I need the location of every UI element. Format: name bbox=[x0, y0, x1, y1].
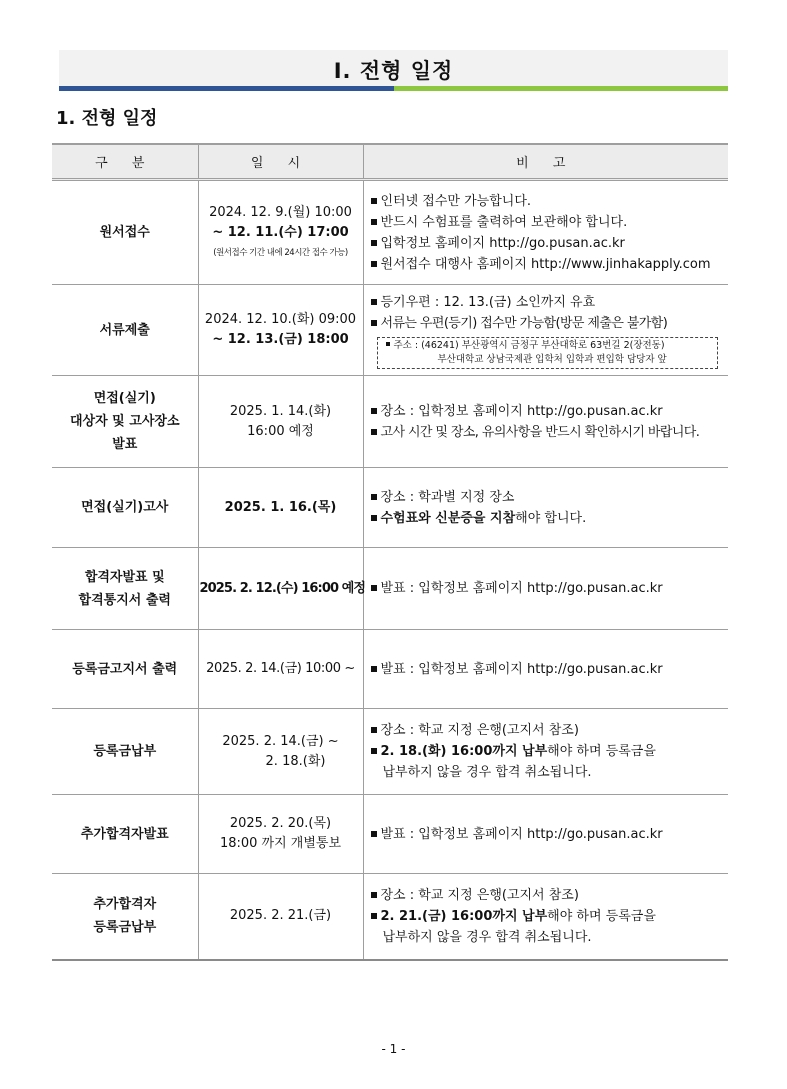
row-date: 2025. 1. 14.(화) 16:00 예정 bbox=[198, 376, 363, 468]
bullet-icon bbox=[371, 198, 377, 204]
row-date: 2025. 1. 16.(목) bbox=[198, 468, 363, 548]
bullet-icon bbox=[371, 666, 377, 672]
bullet-icon bbox=[371, 320, 377, 326]
bullet-icon bbox=[371, 515, 377, 521]
row-date: 2025. 2. 12.(수) 16:00 예정 bbox=[198, 548, 363, 630]
row-date: 2024. 12. 9.(월) 10:00 ~ 12. 11.(수) 17:00 (원서접수 기간 내에 24시간 접수 가능) bbox=[198, 180, 363, 285]
row-date: 2025. 2. 20.(목) 18:00 까지 개별통보 bbox=[198, 795, 363, 874]
bullet-icon bbox=[371, 727, 377, 733]
table-row bbox=[52, 180, 728, 285]
bullet-icon bbox=[371, 892, 377, 898]
bullet-icon bbox=[371, 585, 377, 591]
bullet-icon bbox=[371, 429, 377, 435]
bullet-icon bbox=[371, 494, 377, 500]
bullet-icon bbox=[371, 299, 377, 305]
header-category: 구 분 bbox=[52, 144, 198, 180]
title-underline-blue bbox=[59, 86, 394, 91]
table-row bbox=[52, 874, 728, 960]
bullet-icon bbox=[371, 240, 377, 246]
row-category: 면접(실기)고사 bbox=[52, 468, 198, 548]
bullet-icon bbox=[371, 748, 377, 754]
bullet-icon bbox=[371, 913, 377, 919]
table-row bbox=[52, 468, 728, 548]
row-date: 2025. 2. 21.(금) bbox=[198, 874, 363, 960]
row-date: 2024. 12. 10.(화) 09:00 ~ 12. 13.(금) 18:00 bbox=[198, 285, 363, 376]
row-notes: 장소 : 학교 지정 은행(고지서 참조) 2. 21.(금) 16:00까지 납부해야 하며 등록금을 납부하지 않을 경우 합격 취소됩니다. bbox=[363, 874, 728, 960]
row-notes: 발표 : 입학정보 홈페이지 http://go.pusan.ac.kr bbox=[363, 630, 728, 709]
bullet-icon bbox=[371, 408, 377, 414]
header-notes: 비 고 bbox=[363, 144, 728, 180]
bullet-icon bbox=[371, 831, 377, 837]
row-category: 추가합격자 등록금납부 bbox=[52, 874, 198, 960]
table-row bbox=[52, 709, 728, 795]
table-row bbox=[52, 285, 728, 376]
row-category: 원서접수 bbox=[52, 180, 198, 285]
table-row bbox=[52, 376, 728, 468]
row-category: 합격자발표 및 합격통지서 출력 bbox=[52, 548, 198, 630]
row-notes: 인터넷 접수만 가능합니다. 반드시 수험표를 출력하여 보관해야 합니다. 입학정보 홈페이지 http://go.pusan.ac.kr 원서접수 대행사 홈페이지 http://www.jinhakapply.com bbox=[363, 180, 728, 285]
row-notes: 장소 : 입학정보 홈페이지 http://go.pusan.ac.kr 고사 시간 및 장소, 유의사항을 반드시 확인하시기 바랍니다. bbox=[363, 376, 728, 468]
row-notes: 장소 : 학교 지정 은행(고지서 참조) 2. 18.(화) 16:00까지 납부해야 하며 등록금을 납부하지 않을 경우 합격 취소됩니다. bbox=[363, 709, 728, 795]
table-row bbox=[52, 630, 728, 709]
row-category: 추가합격자발표 bbox=[52, 795, 198, 874]
page-title: Ⅰ. 전형 일정 bbox=[333, 59, 454, 83]
row-category: 면접(실기) 대상자 및 고사장소 발표 bbox=[52, 376, 198, 468]
table-row bbox=[52, 795, 728, 874]
row-category: 등록금납부 bbox=[52, 709, 198, 795]
row-category: 등록금고지서 출력 bbox=[52, 630, 198, 709]
header-date: 일 시 bbox=[198, 144, 363, 180]
bullet-icon bbox=[371, 219, 377, 225]
row-notes: 발표 : 입학정보 홈페이지 http://go.pusan.ac.kr bbox=[363, 795, 728, 874]
bullet-icon bbox=[371, 261, 377, 267]
title-banner bbox=[59, 50, 728, 86]
row-date: 2025. 2. 14.(금) ~ 2. 18.(화) bbox=[198, 709, 363, 795]
bullet-icon bbox=[386, 342, 390, 346]
schedule-table bbox=[52, 143, 728, 961]
page-number: - 1 - bbox=[381, 1042, 406, 1056]
title-underline-green bbox=[394, 86, 728, 91]
address-box: 주소 : (46241) 부산광역시 금정구 부산대학로 63번길 2(장전동) 부산대학교 상남국제관 입학처 입학과 편입학 담당자 앞 bbox=[377, 337, 719, 369]
table-header-row bbox=[52, 144, 728, 180]
table-row bbox=[52, 548, 728, 630]
row-notes: 등기우편 : 12. 13.(금) 소인까지 유효 서류는 우편(등기) 접수만 가능함(방문 제출은 불가함) 주소 : (46241) 부산광역시 금정구 부산대학로 63번길 2(장전동) 부산대학교 상남국제관 입학처 입학과 편입학 담당자 앞 bbox=[363, 285, 728, 376]
row-notes: 장소 : 학과별 지정 장소 수험표와 신분증을 지참해야 합니다. bbox=[363, 468, 728, 548]
row-date: 2025. 2. 14.(금) 10:00 ~ bbox=[198, 630, 363, 709]
row-category: 서류제출 bbox=[52, 285, 198, 376]
section-title: 1. 전형 일정 bbox=[56, 108, 158, 129]
row-notes: 발표 : 입학정보 홈페이지 http://go.pusan.ac.kr bbox=[363, 548, 728, 630]
